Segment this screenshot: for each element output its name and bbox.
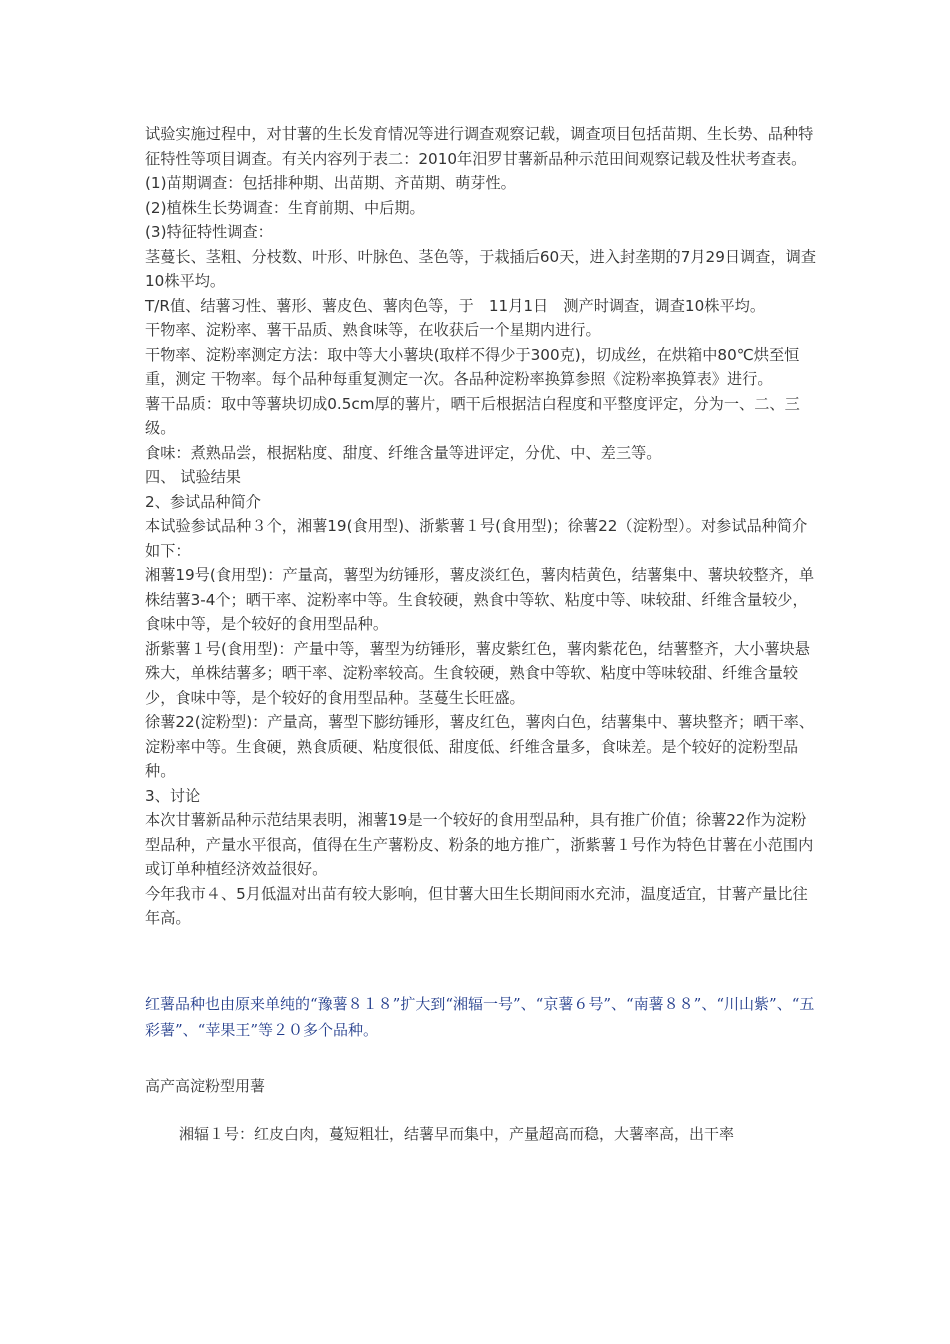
paragraph-dry-matter: 干物率、淀粉率、薯干品质、熟食味等，在收获后一个星期内进行。 [145,321,601,339]
spacer [145,1099,817,1121]
heading-varieties: 2、参试品种简介 [145,492,261,511]
heading-high-starch: 高产高淀粉型用薯 [145,1076,266,1095]
spacer [145,931,817,991]
document-body [145,122,817,1147]
paragraph-tr-survey: T/R值、结薯习性、薯形、薯皮色、薯肉色等，于 11月1日 测产时调查，调查10株平均。 [145,296,766,315]
paragraph-weather: 今年我市４、5月低温对出苗有较大影响，但甘薯大田生长期间雨水充沛，温度适宜，甘薯产量比往年高。 [145,884,808,927]
paragraph-xiangfu1: 湘辐１号：红皮白肉，蔓短粗壮，结薯早而集中，产量超高而稳，大薯率高，出干率 [179,1124,735,1143]
paragraph-trait-survey: (3)特征特性调查： [145,223,273,241]
paragraph-taste: 食味：煮熟品尝，根据粘度、甜度、纤维含量等进评定，分优、中、差三等。 [145,443,662,462]
paragraph-xiangshu19: 湘薯19号(食用型)：产量高，薯型为纺锤形，薯皮淡红色，薯肉桔黄色，结薯集中、薯块较整齐，单株结薯3-4个；晒干率、淀粉率中等。生食较硬，熟食中等软、粘度中等、味较甜、纤维含量较少，食味中等，是个较好的食用型品种。 [145,566,815,633]
paragraph-stem-survey: 茎蔓长、茎粗、分枝数、叶形、叶脉色、茎色等，于栽插后60天，进入封垄期的7月29日调查，调查10株平均。 [145,247,817,290]
paragraph-zhezishu1: 浙紫薯１号(食用型)：产量中等，薯型为纺锤形，薯皮紫红色，薯肉紫花色，结薯整齐，大小薯块悬殊大，单株结薯多；晒干率、淀粉率较高。生食较硬，熟食中等软、粘度中等味较甜、纤维含量较少，食味中等，是个较好的食用型品种。茎蔓生长旺盛。 [145,639,810,707]
paragraph-measure-method: 干物率、淀粉率测定方法：取中等大小薯块(取样不得少于300克)，切成丝，在烘箱中80℃烘至恒重，测定 干物率。每个品种每重复测定一次。各品种淀粉率换算参照《淀粉率换算表》进行。 [145,345,800,388]
heading-discussion: 3、讨论 [145,786,201,805]
paragraph-varieties-intro: 本试验参试品种３个，湘薯19(食用型)、浙紫薯１号(食用型)；徐薯22（淀粉型）。对参试品种简介如下： [145,517,808,560]
spacer [145,1043,817,1073]
heading-results: 四、 试验结果 [145,468,241,486]
paragraph-growth-survey: (2)植株生长势调查：生育前期、中后期。 [145,198,425,217]
paragraph-variety-expansion: 红薯品种也由原来单纯的“豫薯８１８”扩大到“湘辐一号”、“京薯６号”、“南薯８８”、“川山紫”、“五彩薯”、“苹果王”等２０多个品种。 [145,994,815,1039]
paragraph-intro: 试验实施过程中，对甘薯的生长发育情况等进行调查观察记载，调查项目包括苗期、生长势、品种特征特性等项目调查。有关内容列于表二：2010年汨罗甘薯新品种示范田间观察记载及性状考查表。 [145,125,814,168]
paragraph-xushu22: 徐薯22(淀粉型)：产量高，薯型下膨纺锤形，薯皮红色，薯肉白色，结薯集中、薯块整齐；晒干率、淀粉率中等。生食硬，熟食质硬、粘度很低、甜度低、纤维含量多，食味差。是个较好的淀粉型品种。 [145,713,815,780]
paragraph-discussion: 本次甘薯新品种示范结果表明，湘薯19是一个较好的食用型品种，具有推广价值；徐薯22作为淀粉型品种，产量水平很高，值得在生产薯粉皮、粉条的地方推广，浙紫薯１号作为特色甘薯在小范围内或订单种植经济效益很好。 [145,811,814,878]
paragraph-chip-quality: 薯干品质：取中等薯块切成0.5cm厚的薯片，晒干后根据洁白程度和平整度评定，分为一、二、三级。 [145,394,800,437]
paragraph-seedling-survey: (1)苗期调查：包括排种期、出苗期、齐苗期、萌芽性。 [145,174,516,192]
